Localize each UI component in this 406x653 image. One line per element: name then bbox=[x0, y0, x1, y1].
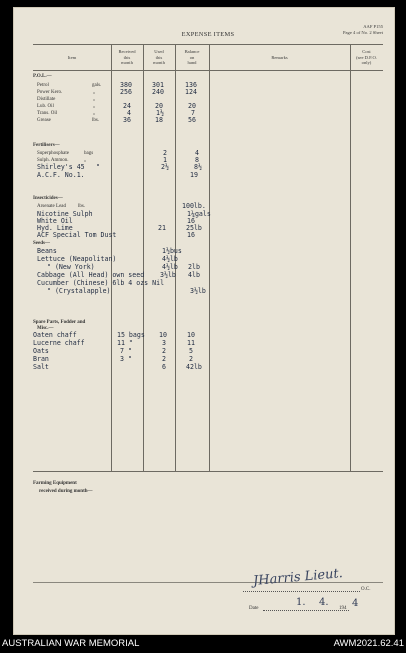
item-name: White Oil bbox=[37, 217, 73, 225]
balance-value: 124 bbox=[185, 88, 197, 96]
page-indicator: Page 4 of No. 2 Sheet bbox=[342, 30, 383, 35]
balance-value: 7 bbox=[191, 109, 195, 117]
balance-value: 42lb bbox=[186, 363, 202, 371]
item-name: Sulph. Ammon. bbox=[37, 158, 69, 163]
item-name: Grease bbox=[37, 118, 51, 123]
received-value: 36 bbox=[123, 116, 131, 124]
item-name: Lucerne chaff bbox=[33, 339, 85, 347]
used-value: 21 bbox=[158, 224, 166, 232]
item-name: Trans. Oil bbox=[37, 111, 58, 116]
archive-footer bbox=[0, 635, 406, 653]
received-value: 4 bbox=[127, 109, 131, 117]
balance-value: 8 bbox=[195, 156, 199, 164]
header-bottom-rule bbox=[33, 70, 383, 71]
balance-value: 11 bbox=[187, 339, 195, 347]
item-name: Hyd. Lime bbox=[37, 224, 73, 232]
item-name: " (New York) bbox=[47, 263, 95, 271]
balance-value: 8½ bbox=[194, 163, 202, 171]
item-name: Lettuce (Neapolitan) bbox=[37, 255, 117, 263]
item-unit: „ bbox=[84, 158, 87, 163]
header-item: Item bbox=[67, 55, 77, 60]
item-unit: „ bbox=[93, 97, 96, 102]
section-fertilisers: Fertilisers— bbox=[33, 143, 60, 148]
header-used: Used this month bbox=[153, 49, 165, 65]
date-line bbox=[263, 610, 349, 611]
item-name: Lub. Oil bbox=[37, 104, 54, 109]
date-label: Date bbox=[249, 606, 259, 611]
balance-value: 56 bbox=[188, 116, 196, 124]
balance-value: 10 bbox=[187, 331, 195, 339]
used-value: 2 bbox=[162, 347, 166, 355]
used-value: 1 bbox=[163, 156, 167, 164]
used-value: 4½lb bbox=[162, 263, 178, 271]
table-bottom-rule bbox=[33, 471, 383, 472]
balance-value: 2lb bbox=[188, 263, 200, 271]
section-seeds: Seeds— bbox=[33, 241, 50, 246]
column-divider-cost bbox=[350, 44, 351, 471]
item-unit: gals. bbox=[92, 83, 102, 88]
used-value: 240 bbox=[152, 88, 164, 96]
header-balance: Balance on hand bbox=[184, 49, 200, 65]
item-name: " (Crystalapple) bbox=[47, 287, 111, 295]
balance-value: 20 bbox=[188, 102, 196, 110]
received-value: 24 bbox=[123, 102, 131, 110]
balance-value: 19 bbox=[190, 171, 198, 179]
signature-line bbox=[243, 591, 360, 592]
used-value: 18 bbox=[155, 116, 163, 124]
form-code: AAF P155 bbox=[363, 24, 383, 29]
balance-value: 4 bbox=[195, 149, 199, 157]
section-insecticides: Insecticides— bbox=[33, 196, 63, 201]
balance-value: 25lb bbox=[186, 224, 202, 232]
item-name: ACF Special Tom Dust bbox=[37, 231, 117, 239]
used-value: 301 bbox=[152, 81, 164, 89]
item-name: Salt bbox=[33, 363, 49, 371]
item-name: Distillate bbox=[37, 97, 56, 102]
item-name: Cabbage (All Head) own seed bbox=[37, 271, 145, 279]
used-value: 3 bbox=[162, 339, 166, 347]
used-value: 1½ bbox=[156, 109, 164, 117]
header-remarks: Remarks bbox=[271, 55, 288, 60]
item-unit: lbs. bbox=[78, 204, 86, 209]
item-name: A.C.F. No.1. bbox=[37, 171, 85, 179]
column-divider-remarks bbox=[209, 44, 210, 471]
used-value: 2 bbox=[163, 149, 167, 157]
item-name: Bran bbox=[33, 355, 49, 363]
date-month: 4. bbox=[319, 597, 329, 608]
used-value: 6 bbox=[162, 363, 166, 371]
item-unit: „ bbox=[93, 104, 96, 109]
used-value: 3½lb bbox=[160, 271, 176, 279]
received-value: 11 " bbox=[117, 339, 133, 347]
received-value: 380 bbox=[120, 81, 132, 89]
received-value: 15 bags bbox=[117, 331, 145, 339]
balance-value: 16 bbox=[187, 231, 195, 239]
balance-value: 4lb bbox=[188, 271, 200, 279]
balance-value: 136 bbox=[185, 81, 197, 89]
received-value: 7 " bbox=[120, 347, 132, 355]
item-unit: " bbox=[96, 163, 100, 171]
used-value: 4½lb bbox=[162, 255, 178, 263]
balance-value: 16 bbox=[187, 217, 195, 225]
item-name: Cucumber (Chinese) 6lb 4 ozs Nil bbox=[37, 279, 165, 287]
date-year-digit: 4 bbox=[352, 598, 359, 609]
section-spare-parts: Spare Parts, Fodder and Misc.— bbox=[33, 320, 86, 331]
column-divider-used bbox=[143, 44, 144, 471]
balance-value: 3½lb bbox=[190, 287, 206, 295]
item-name: Nicotine Sulph bbox=[37, 210, 93, 218]
item-name: Oats bbox=[33, 347, 49, 355]
date-year-prefix: 194 bbox=[339, 606, 347, 611]
balance-value: 100lb. bbox=[182, 202, 206, 210]
table-top-rule bbox=[33, 44, 383, 45]
balance-value: 1¼gals bbox=[187, 210, 211, 218]
balance-value: 5 bbox=[189, 347, 193, 355]
header-cost: Cost (see D.F.O. only) bbox=[356, 49, 377, 65]
date-day: 1. bbox=[296, 597, 306, 608]
used-value: 20 bbox=[155, 102, 163, 110]
oc-label: O.C. bbox=[361, 587, 371, 592]
used-value: 1½bus bbox=[162, 247, 182, 255]
item-unit: bags bbox=[84, 151, 94, 156]
item-name: Shirley's 45 bbox=[37, 163, 85, 171]
item-name: Beans bbox=[37, 247, 57, 255]
item-name: Power Kero. bbox=[37, 90, 63, 95]
signature: JHarris Lieut. bbox=[252, 566, 344, 589]
header-received: Received this month bbox=[118, 49, 136, 65]
received-value: 256 bbox=[120, 88, 132, 96]
item-unit: „ bbox=[93, 90, 96, 95]
item-name: Oaten chaff bbox=[33, 331, 77, 339]
item-unit: „ bbox=[93, 111, 96, 116]
balance-value: 2 bbox=[189, 355, 193, 363]
used-value: 2½ bbox=[161, 163, 169, 171]
item-name: Petrol bbox=[37, 83, 49, 88]
received-value: 3 " bbox=[120, 355, 132, 363]
farming-equipment-label: Farming Equipment received during month— bbox=[33, 481, 93, 494]
footer-accession: AWM2021.62.41 bbox=[333, 638, 404, 649]
item-name: Arsenate Lead bbox=[37, 204, 67, 209]
item-unit: lbs. bbox=[92, 118, 100, 123]
page-title: EXPENSE ITEMS bbox=[181, 31, 235, 38]
item-name: Superphosphate bbox=[37, 151, 69, 156]
used-value: 2 bbox=[162, 355, 166, 363]
footer-institution: AUSTRALIAN WAR MEMORIAL bbox=[2, 638, 140, 649]
used-value: 10 bbox=[159, 331, 167, 339]
section-pol: P.O.L.— bbox=[33, 74, 52, 79]
